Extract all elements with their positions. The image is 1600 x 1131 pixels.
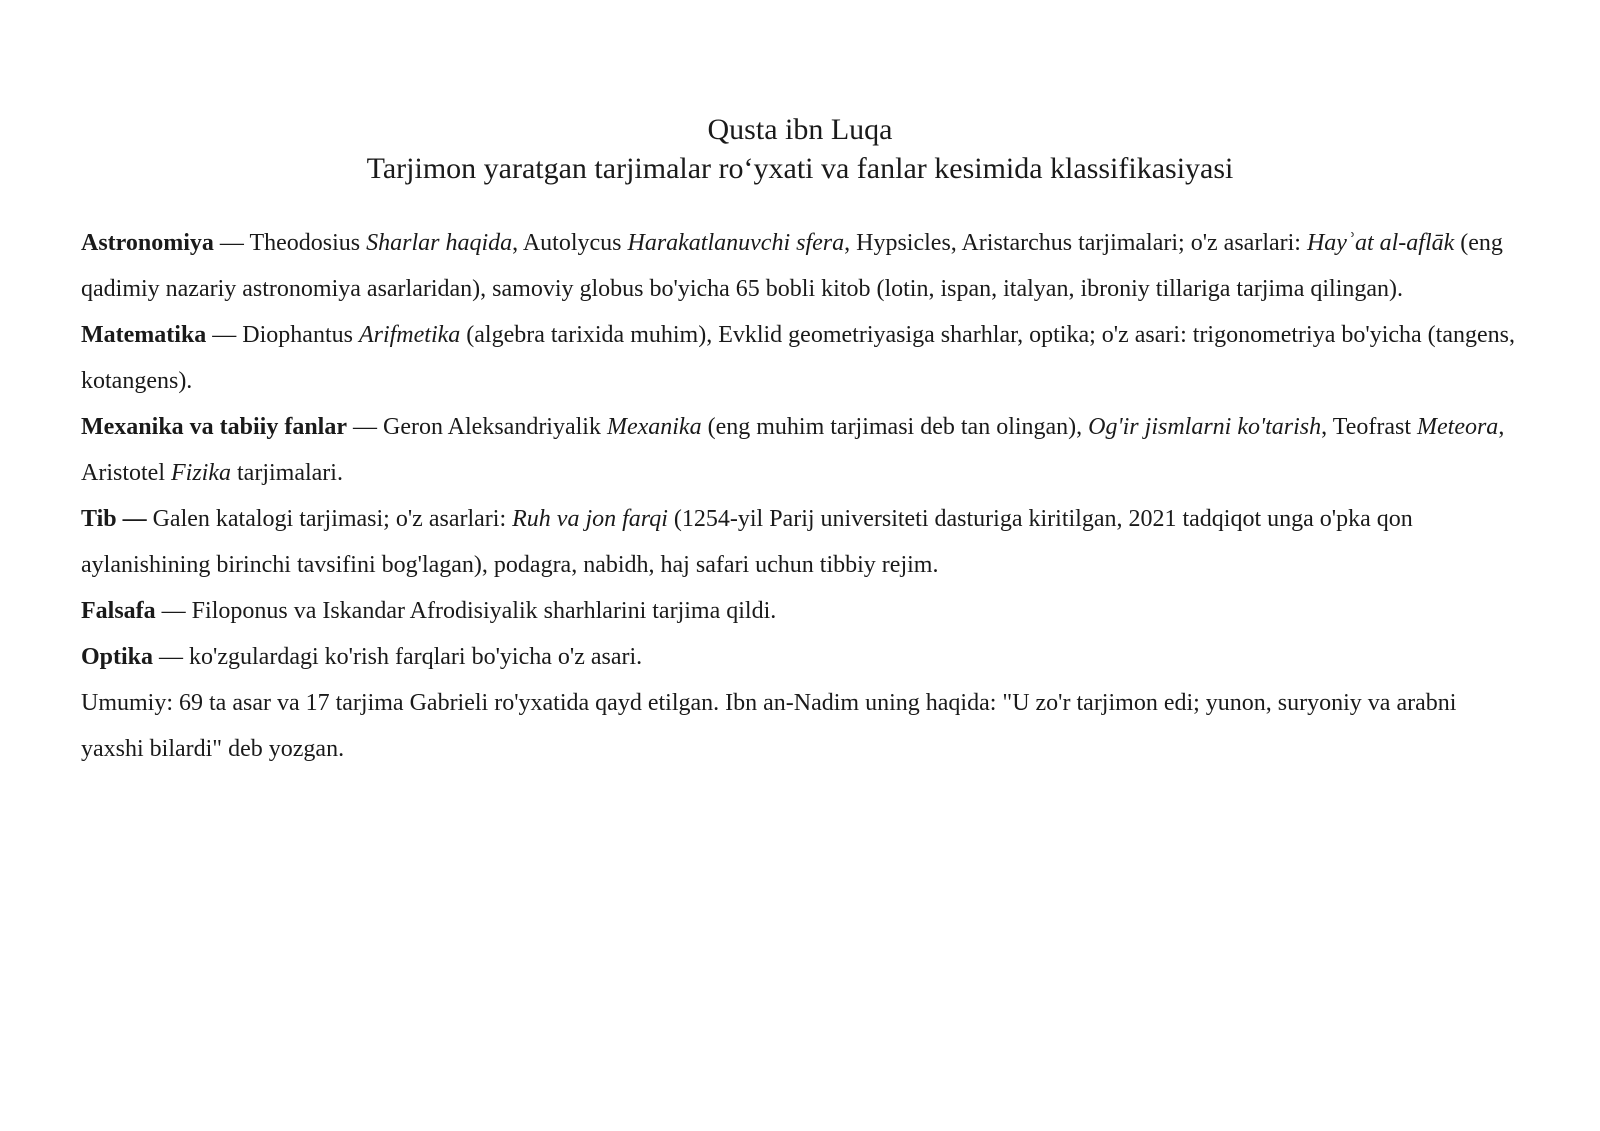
entry-label: Tib — [81, 506, 147, 532]
entry-text: tarjimalari. [231, 460, 343, 486]
work-title: Meteora [1417, 414, 1499, 440]
classification-entry [81, 634, 1521, 680]
classification-entry [81, 496, 1521, 588]
classification-entry [81, 220, 1521, 312]
work-title: Hayʾat al-aflāk [1306, 230, 1455, 256]
entry-text: , Teofrast [1321, 414, 1417, 440]
entry-label: Optika [81, 644, 154, 670]
entry-label: Astronomiya [81, 230, 214, 256]
classification-list [81, 220, 1521, 772]
document-heading [0, 110, 1600, 188]
entry-label: Falsafa [81, 598, 156, 624]
work-title: Ruh va jon farqi [512, 506, 668, 532]
entry-text: — Filoponus va Iskandar Afrodisiyalik sharhlarini tarjima qildi. [155, 598, 777, 624]
entry-text: (algebra tarixida muhim), Evklid geometriyasiga sharhlar, optika; o'z asari: trigonometriya bo'yicha (tangens, kotangens). [81, 322, 1515, 394]
work-title: Fizika [171, 460, 231, 486]
entry-text: — Geron Aleksandriyalik [347, 414, 607, 440]
entry-text: — ko'zgulardagi ko'rish farqlari bo'yicha o'z asari. [153, 644, 643, 670]
entry-text: , Hypsicles, Aristarchus tarjimalari; o'z asarlari: [844, 230, 1307, 256]
entry-label: Mexanika va tabiiy fanlar [81, 414, 348, 440]
entry-text: (eng muhim tarjimasi deb tan olingan), [701, 414, 1089, 440]
entry-text: , Aristotel [81, 414, 1505, 486]
classification-entry [81, 404, 1521, 496]
classification-entry [81, 312, 1521, 404]
work-title: Harakatlanuvchi sfera [627, 230, 845, 256]
document-title: Qusta ibn Luqa [707, 113, 893, 146]
work-title: Sharlar haqida [366, 230, 513, 256]
classification-entry [81, 588, 1521, 634]
classification-entry [81, 680, 1521, 772]
entry-text: , Autolycus [512, 230, 628, 256]
entry-label: Matematika [81, 322, 207, 348]
work-title: Mexanika [606, 414, 702, 440]
entry-text: — Diophantus [206, 322, 359, 348]
document-subtitle: Tarjimon yaratgan tarjimalar ro‘yxati va fanlar kesimida klassifikasiyasi [366, 152, 1234, 185]
entry-text: (eng qadimiy nazariy astronomiya asarlaridan), samoviy globus bo'yicha 65 bobli kitob (lotin, ispan, italyan, ibroniy tillariga tarjima qilingan). [81, 230, 1503, 302]
work-title: Arifmetika [358, 322, 461, 348]
entry-text: Galen katalogi tarjimasi; o'z asarlari: [146, 506, 513, 532]
entry-text: Umumiy: 69 ta asar va 17 tarjima Gabrieli ro'yxatida qayd etilgan. Ibn an-Nadim uning haqida: "U zo'r tarjimon edi; yunon, suryoniy va arabni yaxshi bilardi" deb yozgan. [81, 690, 1457, 762]
entry-text: (1254-yil Parij universiteti dasturiga kiritilgan, 2021 tadqiqot unga o'pka qon aylanishining birinchi tavsifini bog'lagan), podagra, nabidh, haj safari uchun tibbiy rejim. [81, 506, 1413, 578]
work-title: Og'ir jismlarni ko'tarish [1088, 414, 1322, 440]
entry-text: — Theodosius [213, 230, 367, 256]
